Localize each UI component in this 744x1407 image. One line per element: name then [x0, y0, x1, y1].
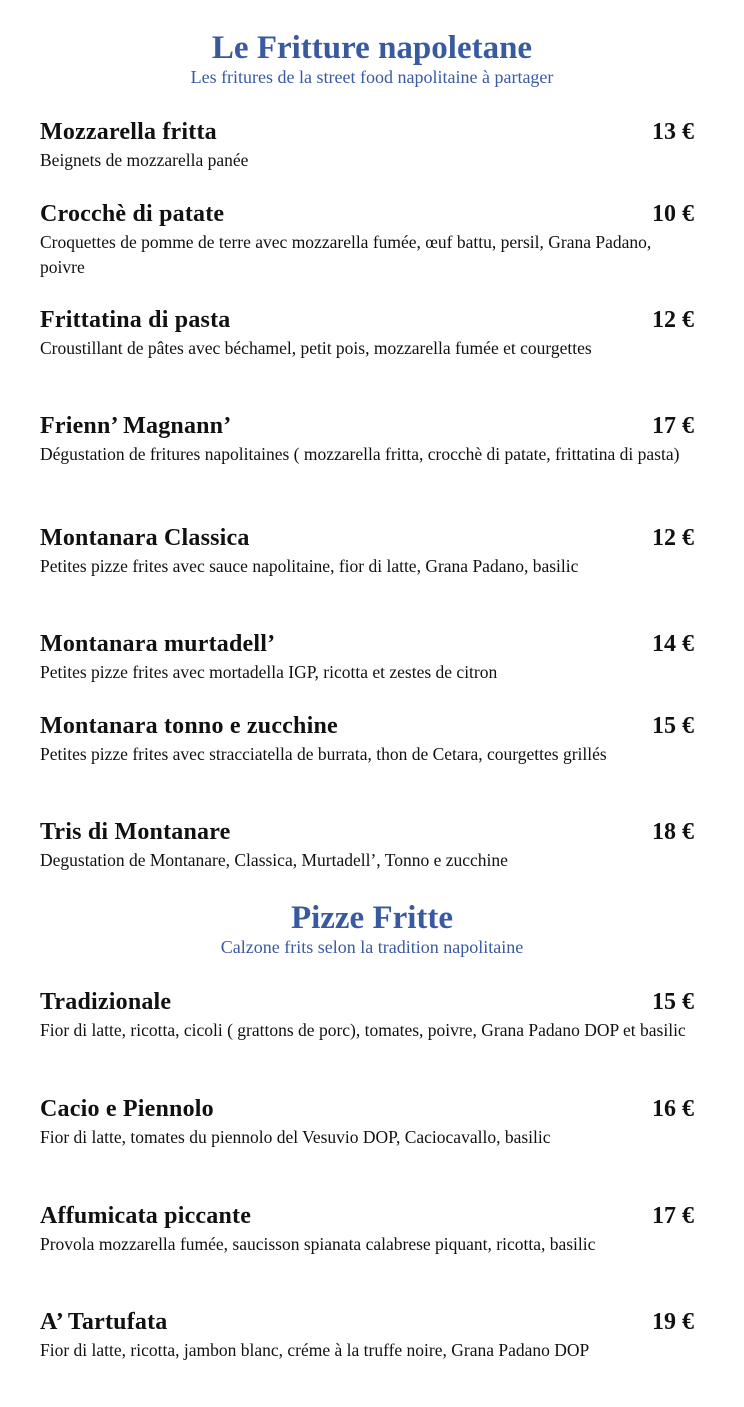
section-subtitle: Les fritures de la street food napolitaine à partager — [190, 67, 554, 87]
item-description: Fior di latte, ricotta, cicoli ( grattons de porc), tomates, poivre, Grana Padano DOP et basilic — [40, 1020, 686, 1040]
item-name: Frittatina di pasta — [40, 307, 231, 333]
section-header-pizze-fritte — [0, 900, 744, 958]
item-description: Croquettes de pomme de terre avec mozzarella fumée, œuf battu, persil, Grana Padano, poivre — [40, 232, 652, 277]
item-price: 10 € — [652, 201, 694, 227]
item-description: Provola mozzarella fumée, saucisson spianata calabrese piquant, ricotta, basilic — [40, 1234, 596, 1254]
item-price: 12 € — [652, 307, 694, 333]
item-description: Beignets de mozzarella panée — [40, 150, 249, 170]
menu-item — [40, 200, 694, 280]
item-description: Fior di latte, ricotta, jambon blanc, créme à la truffe noire, Grana Padano DOP — [40, 1340, 590, 1360]
item-price: 12 € — [652, 525, 694, 551]
item-name: Montanara tonno e zucchine — [40, 713, 338, 739]
item-price: 19 € — [652, 1309, 694, 1335]
item-description: Petites pizze frites avec mortadella IGP, ricotta et zestes de citron — [40, 662, 498, 682]
item-name: Affumicata piccante — [40, 1203, 252, 1229]
item-name: A’ Tartufata — [40, 1309, 168, 1335]
item-name: Cacio e Piennolo — [40, 1096, 214, 1122]
item-name: Tris di Montanare — [40, 819, 231, 845]
section-title: Le Fritture napoletane — [211, 30, 533, 66]
menu-item — [40, 118, 694, 173]
menu-item — [40, 412, 694, 467]
menu-item — [40, 818, 694, 873]
item-price: 18 € — [652, 819, 694, 845]
item-price: 15 € — [652, 713, 694, 739]
item-description: Fior di latte, tomates du piennolo del Vesuvio DOP, Caciocavallo, basilic — [40, 1127, 551, 1147]
section-header-fritture — [0, 30, 744, 88]
item-name: Mozzarella fritta — [40, 119, 217, 145]
menu-item — [40, 630, 694, 685]
item-price: 17 € — [652, 413, 694, 439]
item-name: Frienn’ Magnann’ — [40, 413, 232, 439]
menu-item — [40, 988, 694, 1043]
item-description: Petites pizze frites avec stracciatella de burrata, thon de Cetara, courgettes grillés — [40, 744, 607, 764]
item-description: Degustation de Montanare, Classica, Murtadell’, Tonno e zucchine — [40, 850, 508, 870]
item-price: 15 € — [652, 989, 694, 1015]
item-price: 13 € — [652, 119, 694, 145]
item-description: Croustillant de pâtes avec béchamel, petit pois, mozzarella fumée et courgettes — [40, 338, 592, 358]
item-price: 14 € — [652, 631, 694, 657]
menu-item — [40, 1095, 694, 1150]
item-name: Montanara Classica — [40, 525, 250, 551]
item-name: Tradizionale — [40, 989, 172, 1015]
menu-item — [40, 1308, 694, 1363]
item-price: 16 € — [652, 1096, 694, 1122]
item-description: Dégustation de fritures napolitaines ( mozzarella fritta, crocchè di patate, frittatina di pasta) — [40, 444, 680, 464]
menu-item — [40, 1202, 694, 1257]
section-subtitle: Calzone frits selon la tradition napolitaine — [220, 937, 524, 957]
menu-item — [40, 712, 694, 767]
item-description: Petites pizze frites avec sauce napolitaine, fior di latte, Grana Padano, basilic — [40, 556, 579, 576]
item-name: Montanara murtadell’ — [40, 631, 276, 657]
menu-item — [40, 306, 694, 361]
section-title: Pizze Fritte — [290, 900, 454, 936]
menu-item — [40, 524, 694, 579]
item-price: 17 € — [652, 1203, 694, 1229]
item-name: Crocchè di patate — [40, 201, 225, 227]
